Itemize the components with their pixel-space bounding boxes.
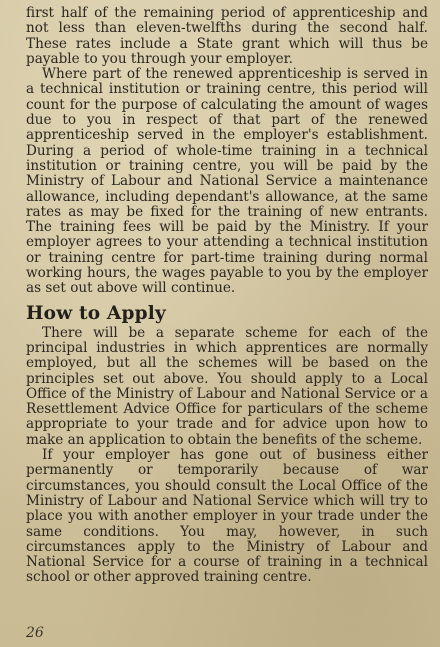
page-number: 26 (26, 625, 44, 641)
paragraph-wages-rates: first half of the remaining period of apprenticeship and not less than eleven-twelfths during the second half. These rates include a State grant which will thus be payable to you through your employer. (26, 5, 428, 67)
section-heading-how-to-apply: How to Apply (26, 302, 166, 324)
paragraph-technical-institution: Where part of the renewed apprenticeship is served in a technical institution or training centre, this period will count for the purpose of calculating the amount of wages due to you in respect of that part of the renewed apprenticeship served in the employer's establishment. During a period of whole-time training in a technical institution or training centre, you will be paid by the Ministry of Labour and National Service a maintenance allowance, including dependant's allowance, at the same rates as may be fixed for the training of new entrants. The training fees will be paid by the Ministry. If your employer agrees to your attending a technical institution or training centre for part-time training during normal working hours, the wages payable to you by the employer as set out above will continue. (26, 66, 428, 297)
paragraph-separate-scheme: There will be a separate scheme for each of the principal industries in which apprentices are normally employed, but all the schemes will be based on the principles set out above. You should apply to a Local Office of the Ministry of Labour and National Service or a Resettlement Advice Office for particulars of the scheme appropriate to your trade and for advice upon how to make an application to obtain the benefits of the scheme. (26, 324, 428, 448)
paragraph-employer-out-of-business: If your employer has gone out of business either permanently or temporarily because of war circumstances, you should consult the Local Office of the Ministry of Labour and National Service which will try to place you with another employer in your trade under the same conditions. You may, however, in such circumstances apply to the Ministry of Labour and National Service for a course of training in a technical school or other approved training centre. (26, 447, 428, 586)
